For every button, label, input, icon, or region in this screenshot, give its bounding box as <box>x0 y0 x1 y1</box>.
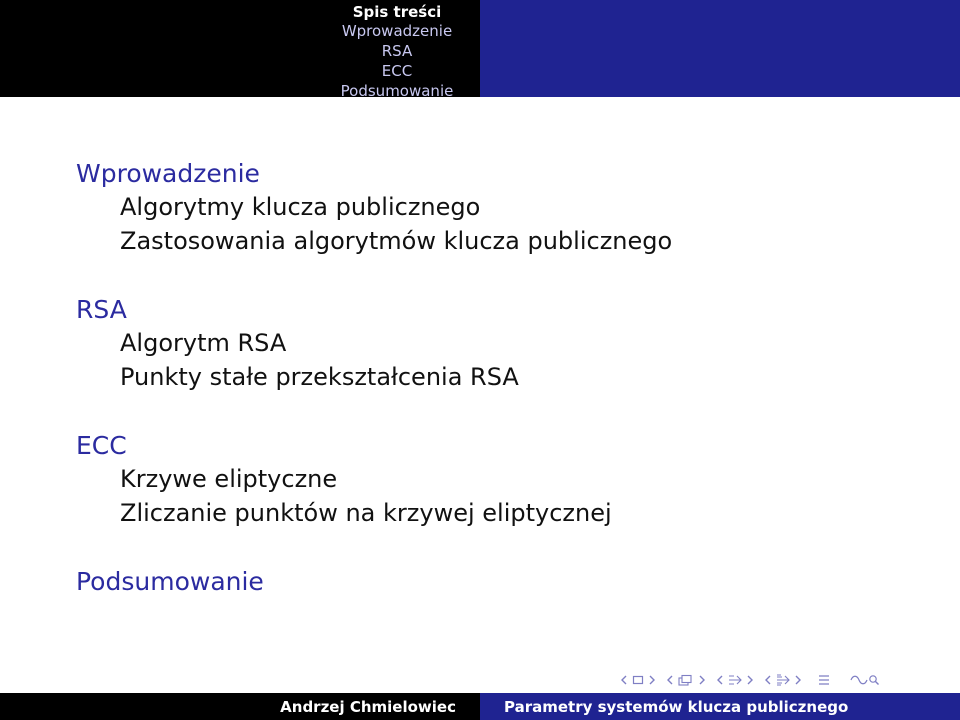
arrow-left-icon[interactable] <box>620 675 628 685</box>
toc-subsection[interactable]: Zastosowania algorytmów klucza publicznego <box>120 227 673 255</box>
header-blue-panel <box>480 0 960 97</box>
toc-subsection[interactable]: Zliczanie punktów na krzywej eliptycznej <box>120 499 612 527</box>
arrow-left-icon[interactable] <box>666 675 674 685</box>
toc-section-rsa[interactable]: RSA <box>76 295 127 324</box>
footer-author: Andrzej Chmielowiec <box>0 693 480 720</box>
header-section-ecc[interactable]: ECC <box>381 62 413 80</box>
footer-bar <box>0 693 960 720</box>
arrow-left-icon[interactable] <box>716 675 724 685</box>
header-bar <box>0 0 960 100</box>
table-of-contents <box>76 158 672 634</box>
header-section-wprowadzenie[interactable]: Wprowadzenie <box>341 22 453 40</box>
section-icon[interactable] <box>728 674 742 686</box>
header-title[interactable]: Spis treści <box>352 3 442 21</box>
toc-group-podsumowanie <box>76 566 672 598</box>
search-icon[interactable] <box>850 674 880 686</box>
arrow-left-icon[interactable] <box>764 675 772 685</box>
toc-subsection[interactable]: Krzywe eliptyczne <box>120 465 338 493</box>
toc-subsection[interactable]: Punkty stałe przekształcenia RSA <box>120 363 519 391</box>
arrow-right-icon[interactable] <box>746 675 754 685</box>
navigation-symbols <box>620 670 884 690</box>
toc-group-rsa <box>76 294 672 394</box>
arrow-right-icon[interactable] <box>794 675 802 685</box>
align-icon[interactable] <box>818 674 830 686</box>
toc-section-ecc[interactable]: ECC <box>76 431 127 460</box>
toc-section-wprowadzenie[interactable]: Wprowadzenie <box>76 159 260 188</box>
toc-subsection[interactable]: Algorytmy klucza publicznego <box>120 193 481 221</box>
header-section-podsumowanie[interactable]: Podsumowanie <box>340 82 454 100</box>
toc-group-wprowadzenie <box>76 158 672 258</box>
toc-group-ecc <box>76 430 672 530</box>
arrow-right-icon[interactable] <box>698 675 706 685</box>
frame-icon[interactable] <box>678 674 694 686</box>
header-nav <box>0 0 480 100</box>
subsection-icon[interactable] <box>776 674 790 686</box>
slide-icon[interactable] <box>632 675 644 685</box>
toc-section-podsumowanie[interactable]: Podsumowanie <box>76 567 264 596</box>
arrow-right-icon[interactable] <box>648 675 656 685</box>
header-section-rsa[interactable]: RSA <box>381 42 413 60</box>
footer-title: Parametry systemów klucza publicznego <box>480 693 960 720</box>
toc-subsection[interactable]: Algorytm RSA <box>120 329 287 357</box>
